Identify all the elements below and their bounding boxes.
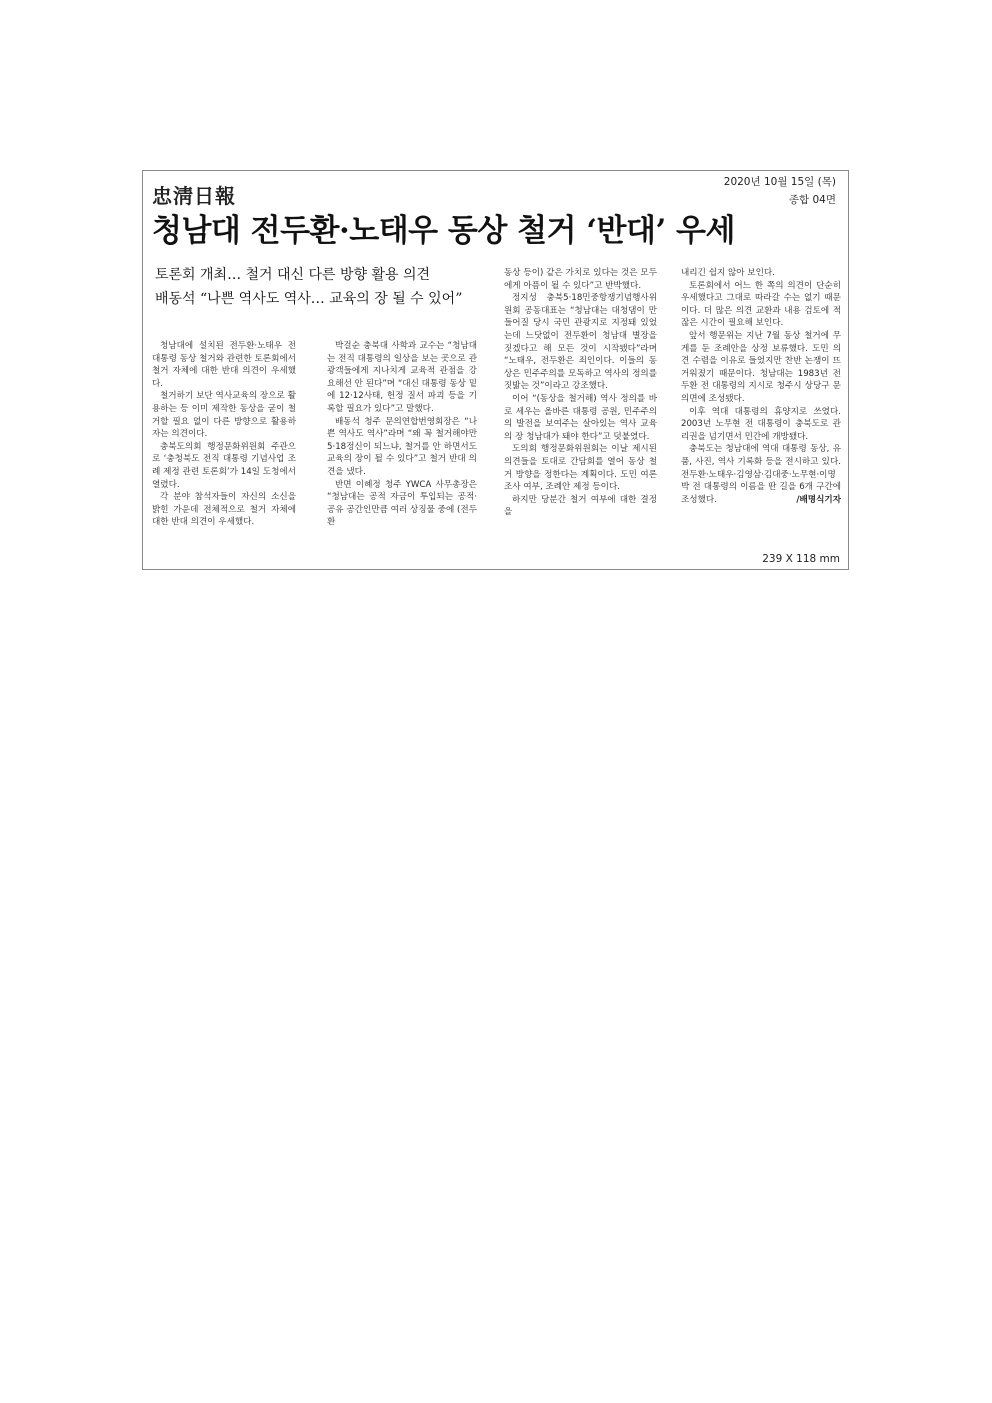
subhead-line-1: 토론회 개최… 철거 대신 다른 방향 활용 의견	[155, 267, 431, 283]
paragraph: 이후 역대 대통령의 휴양지로 쓰였다. 2003년 노무현 전 대통령이 충북도로 관리권을 넘기면서 민간에 개방됐다.	[681, 406, 841, 442]
paragraph: 청남대에 설치된 전두환·노태우 전 대통령 동상 철거와 관련한 토론회에서 철거 자체에 대한 반대 의견이 우세했다.	[152, 341, 296, 389]
news-clipping	[142, 170, 849, 570]
publication-info	[724, 173, 836, 209]
article-column-4	[681, 267, 841, 506]
paragraph: 반면 이혜정 청주 YWCA 사무총장은 “청남대는 공적 자금이 투입되는 공적·공유 공간인만큼 여러 상징물 중에 (전두환	[327, 479, 477, 528]
paragraph: 박걸순 충북대 사학과 교수는 “청남대는 전직 대통령의 일상을 보는 곳으로 관광객들에게 지나치게 교육적 관점을 강요해선 안 된다”며 “대신 대통령 동상 밑에 12·12사태, 헌정 질서 파괴 등을 기록할 필요가 있다”고 말했다.	[327, 341, 477, 414]
headline: 청남대 전두환·노태우 동상 철거 ‘반대’ 우세	[152, 213, 735, 249]
paragraph: 각 분야 참석자들이 자신의 소신을 밝힌 가운데 전체적으로 철거 자체에 대한 반대 의견이 우세했다.	[152, 492, 296, 528]
reporter-byline: /배명식기자	[796, 494, 841, 505]
paragraph: 정지성 충북5·18민중항쟁기념행사위원회 공동대표는 “청남대는 대청댐이 만들어질 당시 국민 관광지로 지정돼 있었는데 느닷없이 전두환이 청남대 별장을 짓겠다고 해 모든 것이 시작됐다”라며 “노태우, 전두환은 죄인이다. 이들의 동상은 민주주의를 모독하고 역사의 정의를 짓밟는 것”이라고 강조했다.	[504, 293, 657, 392]
paragraph: 내리긴 쉽지 않아 보인다.	[681, 268, 775, 278]
paragraph: 앞서 행문위는 지난 7월 동상 철거에 무게를 둔 조례안을 상정 보류했다. 도민 의견 수렴을 이유로 들었지만 찬반 논쟁이 뜨거워졌기 때문이다. 청남대는 1983년 전두환 전 대통령의 지시로 청주시 상당구 문의면에 조성됐다.	[681, 330, 841, 404]
paragraph: 충북도의회 행정문화위원회 주관으로 ‘충청북도 전직 대통령 기념사업 조례 제정 관련 토론회’가 14일 도청에서 열렸다.	[152, 441, 296, 490]
article-column-1	[152, 340, 296, 529]
paragraph: 배동석 청주 문의연합번영회장은 “나쁜 역사도 역사”라며 “왜 꼭 철거해야만 5·18정신이 되느냐, 철거를 안 하면서도 교육의 장이 될 수 있다”고 철거 반대 의견을 냈다.	[327, 416, 477, 477]
article-column-3	[504, 267, 657, 519]
subhead-line-2: 배동석 “나쁜 역사도 역사… 교육의 장 될 수 있어”	[155, 291, 463, 307]
paragraph: 철거하기 보단 역사교육의 장으로 활용하는 등 이미 제작한 동상을 굳이 철거할 필요 없이 다른 방향으로 활용하자는 의견이다.	[152, 391, 296, 440]
article-column-2	[327, 340, 477, 529]
section-page: 종합 04면	[788, 194, 836, 206]
paragraph: 하지만 당분간 철거 여부에 대한 결정을	[504, 494, 657, 518]
paragraph: 이어 “(동상을 철거해) 역사 정의를 바로 세우는 올바른 대통령 공원, 민주주의의 발전을 보여주는 살아있는 역사 교육의 장 청남대가 돼야 한다”고 덧붙였다.	[504, 393, 657, 442]
publication-date: 2020년 10월 15일 (목)	[723, 176, 836, 188]
paragraph: 토론회에서 어느 한 쪽의 의견이 단순히 우세했다고 그대로 따라갈 수는 없기 때문이다. 더 많은 의견 교환과 내용 검토에 적잖은 시간이 필요해 보인다.	[681, 280, 841, 329]
newspaper-masthead: 忠淸日報	[152, 184, 236, 208]
clipping-size: 239 X 118 mm	[762, 553, 840, 565]
paragraph: 도의회 행정문화위원회는 이날 제시된 의견들을 토대로 간담회를 열어 동상 철거 방향을 정한다는 계획이다. 도민 여론조사 여부, 조례안 제정 등이다.	[504, 444, 657, 493]
subheadline	[155, 263, 462, 311]
paragraph: 동상 등이) 같은 가치로 있다는 것은 모두에게 아픔이 될 수 있다”고 반박했다.	[504, 268, 657, 291]
paragraph: 충북도는 청남대에 역대 대통령 동상, 유품, 사진, 역사 기록화 등을 전시하고 있다. 전두환·노태우·김영삼·김대중·노무현·이명박 전 대통령의 이름을 딴 길을 6개 구간에 조성했다.	[681, 444, 841, 505]
